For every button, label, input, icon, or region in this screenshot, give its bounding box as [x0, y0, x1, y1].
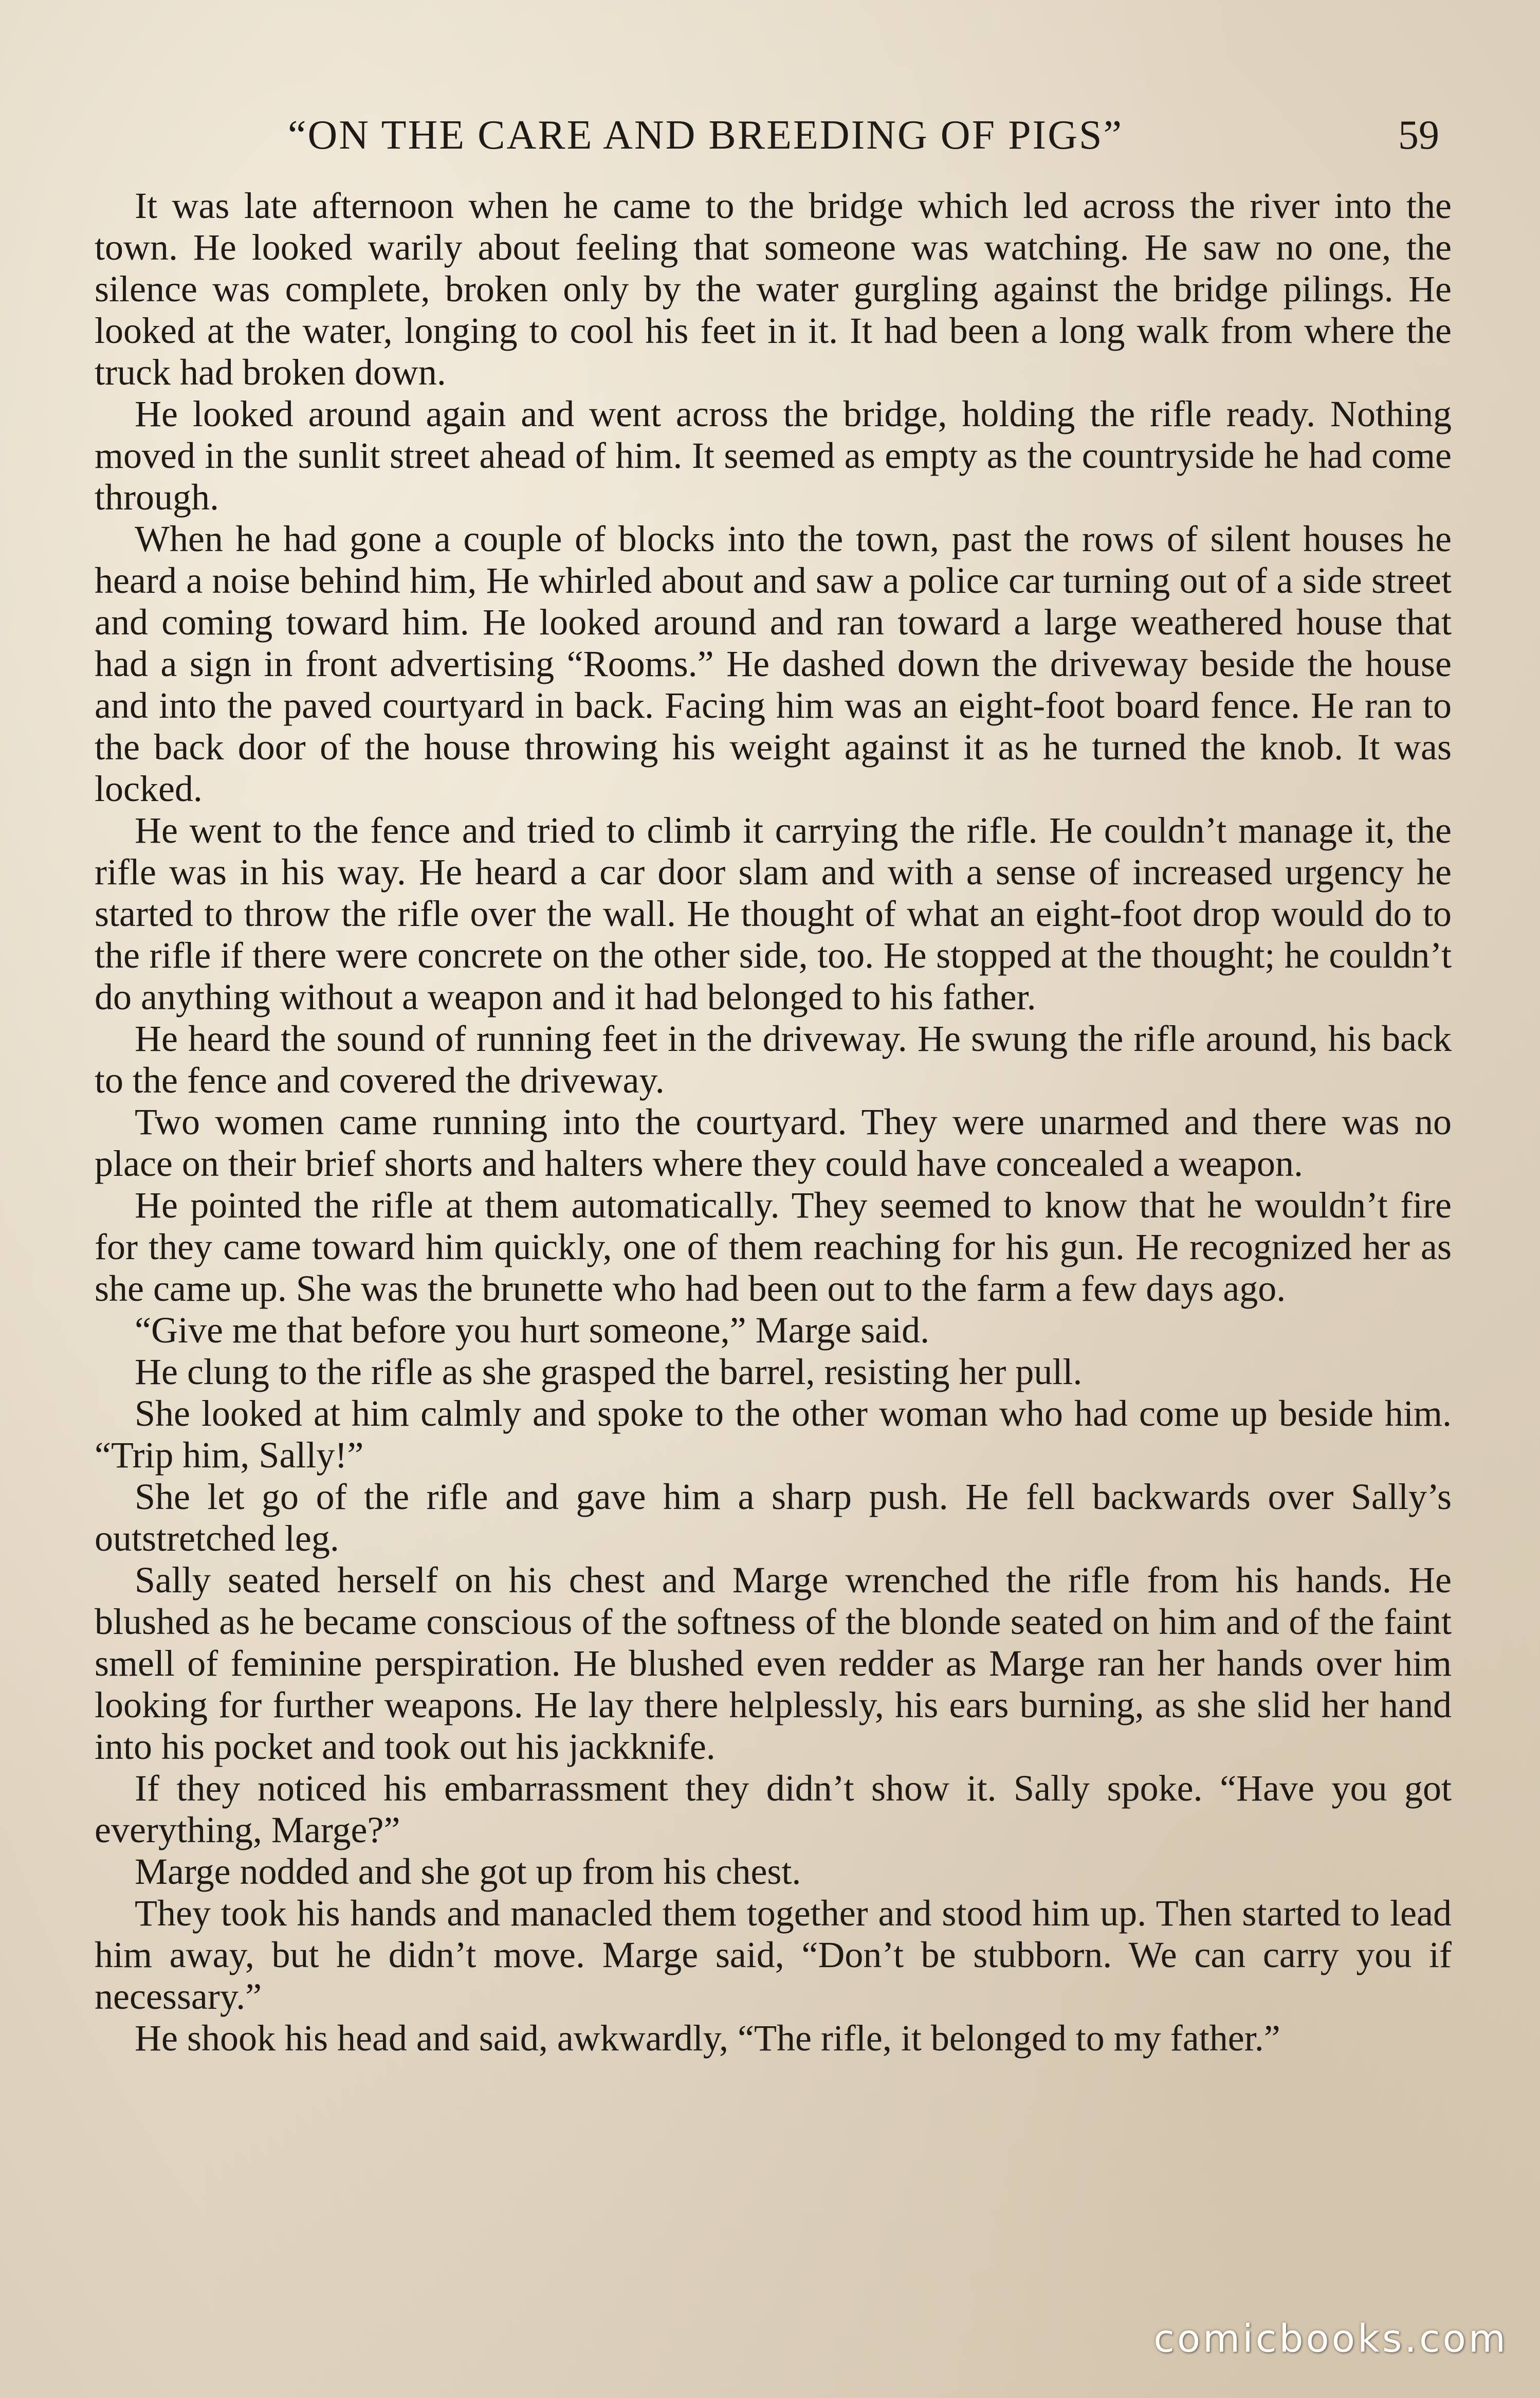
body-text: [95, 185, 1452, 2059]
running-head: [288, 112, 1439, 169]
paragraph: He pointed the rifle at them automatically. They seemed to know that he wouldn’t fire for they came toward him quickly, one of them reaching for his gun. He recognized her as she came up. She was the brunette who had been out to the farm a few days ago.: [95, 1185, 1452, 1309]
paragraph: He heard the sound of running feet in the driveway. He swung the rifle around, his back to the fence and covered the driveway.: [95, 1018, 1452, 1101]
paragraph: “Give me that before you hurt someone,” Marge said.: [135, 1310, 930, 1351]
paragraph: Two women came running into the courtyard. They were unarmed and there was no place on their brief shorts and halters where they could have concealed a weapon.: [95, 1101, 1452, 1184]
paragraph: He went to the fence and tried to climb it carrying the rifle. He couldn’t manage it, the rifle was in his way. He heard a car door slam and with a sense of increased urgency he started to throw the rifle over the wall. He thought of what an eight-foot drop would do to the rifle if there were concrete on the other side, too. He stopped at the thought; he couldn’t do anything without a weapon and it had belonged to his father.: [95, 810, 1452, 1018]
paragraph: She let go of the rifle and gave him a sharp push. He fell backwards over Sally’s outstretched leg.: [95, 1476, 1452, 1559]
paragraph: He clung to the rifle as she grasped the barrel, resisting her pull.: [135, 1351, 1083, 1392]
paragraph: Sally seated herself on his chest and Marge wrenched the rifle from his hands. He blushed as he became conscious of the softness of the blonde seated on him and of the faint smell of feminine perspiration. He blushed even redder as Marge ran her hands over him looking for further weapons. He lay there helplessly, his ears burning, as she slid her hand into his pocket and took out his jackknife.: [95, 1559, 1452, 1767]
paragraph: It was late afternoon when he came to the bridge which led across the river into the town. He looked warily about feeling that someone was watching. He saw no one, the silence was complete, broken only by the water gurgling against the bridge pilings. He looked at the water, longing to cool his feet in it. It had been a long walk from where the truck had broken down.: [95, 185, 1452, 393]
paragraph: He shook his head and said, awkwardly, “The rifle, it belonged to my father.”: [135, 2018, 1280, 2059]
paragraph: He looked around again and went across the bridge, holding the rifle ready. Nothing moved in the sunlit street ahead of him. It seemed as empty as the countryside he had come through.: [95, 393, 1452, 518]
site-watermark: comicbooks.com: [1153, 2317, 1508, 2361]
chapter-title: “ON THE CARE AND BREEDING OF PIGS”: [288, 113, 1123, 158]
paragraph: If they noticed his embarrassment they didn’t show it. Sally spoke. “Have you got everything, Marge?”: [95, 1768, 1452, 1850]
paragraph: When he had gone a couple of blocks into the town, past the rows of silent houses he heard a noise behind him, He whirled about and saw a police car turning out of a side street and coming toward him. He looked around and ran toward a large weathered house that had a sign in front advertising “Rooms.” He dashed down the driveway beside the house and into the paved courtyard in back. Facing him was an eight-foot board fence. He ran to the back door of the house throwing his weight against it as he turned the knob. It was locked.: [95, 518, 1452, 809]
page-number: 59: [1398, 113, 1439, 158]
paragraph: Marge nodded and she got up from his chest.: [135, 1851, 801, 1892]
paragraph: They took his hands and manacled them together and stood him up. Then started to lead him away, but he didn’t move. Marge said, “Don’t be stubborn. We can carry you if necessary.”: [95, 1893, 1452, 2017]
paragraph: She looked at him calmly and spoke to the other woman who had come up beside him. “Trip him, Sally!”: [95, 1393, 1452, 1476]
